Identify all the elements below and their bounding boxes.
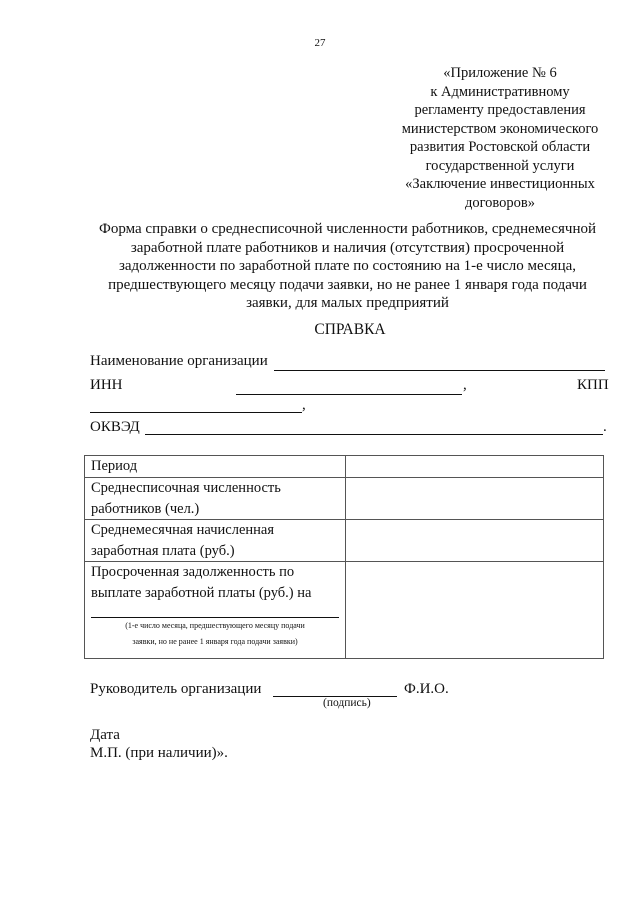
kpp-label: КПП bbox=[577, 377, 609, 393]
headcount-value-cell[interactable] bbox=[346, 478, 604, 520]
appendix-header bbox=[385, 64, 615, 212]
arrears-date-note: (1-е число месяца, предшествующего месяцу подачи bbox=[125, 621, 305, 630]
document-title: СПРАВКА bbox=[314, 321, 386, 338]
row-label-arrears bbox=[85, 562, 346, 659]
inn-field[interactable] bbox=[236, 394, 462, 395]
appendix-line: к Административному bbox=[430, 83, 570, 100]
org-name-label: Наименование организации bbox=[90, 353, 268, 369]
appendix-line: «Приложение № 6 bbox=[443, 65, 557, 81]
row-label-line: Период bbox=[91, 458, 138, 474]
row-label-salary bbox=[85, 520, 346, 562]
page-number: 27 bbox=[314, 37, 326, 49]
table-row bbox=[85, 478, 604, 520]
row-label-line: Просроченная задолженность по bbox=[91, 564, 295, 580]
org-name-field[interactable] bbox=[274, 370, 605, 371]
date-label: Дата bbox=[90, 727, 120, 743]
fio-label: Ф.И.О. bbox=[404, 681, 449, 697]
form-title-line: Форма справки о среднесписочной численности работников, среднемесячной bbox=[98, 221, 596, 237]
okved-label: ОКВЭД bbox=[90, 419, 140, 435]
period-value-cell[interactable] bbox=[346, 456, 604, 478]
head-label: Руководитель организации bbox=[90, 681, 262, 697]
appendix-line: государственной услуги bbox=[425, 157, 575, 174]
inn-label: ИНН bbox=[90, 377, 123, 393]
form-title-line: заработной плате работников и наличия (отсутствия) просроченной bbox=[130, 239, 565, 256]
okved-period: . bbox=[603, 419, 607, 435]
appendix-line: регламенту предоставления bbox=[414, 102, 586, 118]
row-label-line: Среднесписочная численность bbox=[91, 480, 281, 496]
arrears-date-note: заявки, но не ранее 1 января года подачи заявки) bbox=[132, 637, 298, 646]
inn-comma: , bbox=[463, 377, 467, 393]
appendix-line: министерством экономического bbox=[401, 120, 599, 137]
appendix-line: «Заключение инвестиционных bbox=[405, 176, 595, 192]
info-table bbox=[84, 455, 604, 659]
row-label-line: работников (чел.) bbox=[91, 500, 200, 517]
arrears-date-field[interactable] bbox=[91, 603, 339, 618]
okved-field[interactable] bbox=[145, 434, 603, 435]
row-label-period bbox=[85, 456, 346, 478]
appendix-line: развития Ростовской области bbox=[409, 139, 591, 155]
table-row bbox=[85, 456, 604, 478]
table-row bbox=[85, 520, 604, 562]
stamp-label: М.П. (при наличии)». bbox=[90, 745, 228, 761]
kpp-field[interactable] bbox=[90, 412, 302, 413]
form-title bbox=[90, 220, 605, 313]
form-title-line: предшествующего месяцу подачи заявки, но не ранее 1 января года подачи bbox=[108, 276, 587, 293]
row-label-line: заработная плата (руб.) bbox=[91, 542, 235, 559]
row-label-headcount bbox=[85, 478, 346, 520]
table-row bbox=[85, 562, 604, 659]
kpp-comma: , bbox=[302, 397, 306, 413]
appendix-line: договоров» bbox=[464, 194, 536, 211]
signature-caption: (подпись) bbox=[323, 697, 371, 709]
form-title-line: задолженности по заработной плате по состоянию на 1-е число месяца, bbox=[118, 258, 577, 274]
form-title-line: заявки, для малых предприятий bbox=[246, 295, 449, 311]
salary-value-cell[interactable] bbox=[346, 520, 604, 562]
arrears-value-cell[interactable] bbox=[346, 562, 604, 659]
row-label-line: выплате заработной платы (руб.) на bbox=[91, 584, 312, 601]
row-label-line: Среднемесячная начисленная bbox=[91, 522, 274, 538]
